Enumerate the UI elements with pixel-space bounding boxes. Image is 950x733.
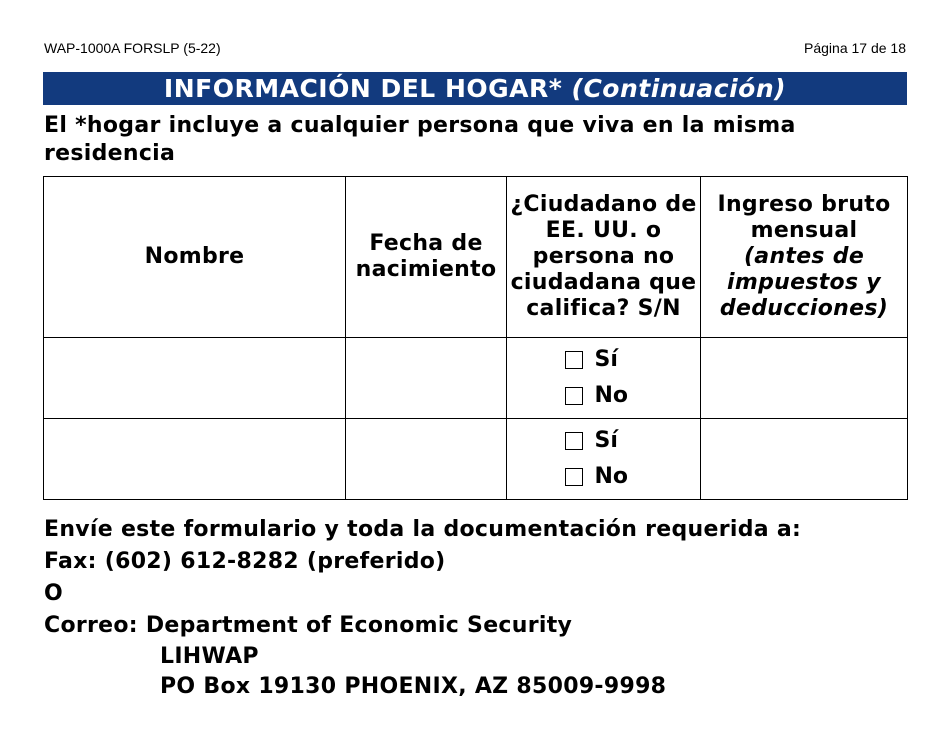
- yes-option[interactable]: [565, 429, 643, 453]
- name-cell[interactable]: [44, 338, 346, 419]
- checkbox-no[interactable]: [565, 387, 583, 405]
- mail-program: LIHWAP: [160, 644, 259, 669]
- citizen-cell: [507, 338, 701, 419]
- send-instructions: Envíe este formulario y toda la documentación requerida a:: [44, 517, 802, 542]
- table-row: [44, 419, 908, 500]
- yes-label: Sí: [594, 347, 618, 372]
- mail-address: [160, 642, 924, 702]
- mail-po-box: PO Box 19130 PHOENIX, AZ 85009-9998: [160, 674, 667, 699]
- citizen-cell: [507, 419, 701, 500]
- yes-label: Sí: [594, 428, 618, 453]
- section-banner: [43, 72, 907, 105]
- column-header-income: Ingreso bruto mensual (antes de impuestos y deducciones): [701, 177, 908, 338]
- no-option[interactable]: [565, 465, 643, 489]
- dob-cell[interactable]: [346, 338, 507, 419]
- household-table: [43, 176, 908, 500]
- checkbox-no[interactable]: [565, 468, 583, 486]
- banner-subtitle: (Continuación): [571, 74, 787, 103]
- column-header-dob: Fecha de nacimiento: [346, 177, 507, 338]
- dob-cell[interactable]: [346, 419, 507, 500]
- submission-instructions: [44, 514, 924, 702]
- fax-line: Fax: (602) 612-8282 (preferido): [44, 549, 446, 574]
- column-header-income-note: (antes de impuestos y deducciones): [719, 244, 889, 321]
- no-label: No: [594, 383, 629, 408]
- yes-option[interactable]: [565, 348, 643, 372]
- no-label: No: [594, 464, 629, 489]
- page-header: [44, 40, 906, 56]
- form-id: WAP-1000A FORSLP (5-22): [44, 40, 221, 56]
- no-option[interactable]: [565, 384, 643, 408]
- or-line: O: [44, 581, 64, 606]
- checkbox-yes[interactable]: [565, 351, 583, 369]
- banner-title: INFORMACIÓN DEL HOGAR*: [163, 74, 563, 103]
- table-header-row: [44, 177, 908, 338]
- table-row: [44, 338, 908, 419]
- column-header-name: Nombre: [44, 177, 346, 338]
- page-number: Página 17 de 18: [804, 40, 906, 56]
- income-cell[interactable]: [701, 419, 908, 500]
- mail-line: Correo: Department of Economic Security: [44, 613, 573, 638]
- name-cell[interactable]: [44, 419, 346, 500]
- household-definition: El *hogar incluye a cualquier persona que viva en la misma residencia: [44, 113, 796, 166]
- checkbox-yes[interactable]: [565, 432, 583, 450]
- income-cell[interactable]: [701, 338, 908, 419]
- column-header-citizen: ¿Ciudadano de EE. UU. o persona no ciudadana que califica? S/N: [507, 177, 701, 338]
